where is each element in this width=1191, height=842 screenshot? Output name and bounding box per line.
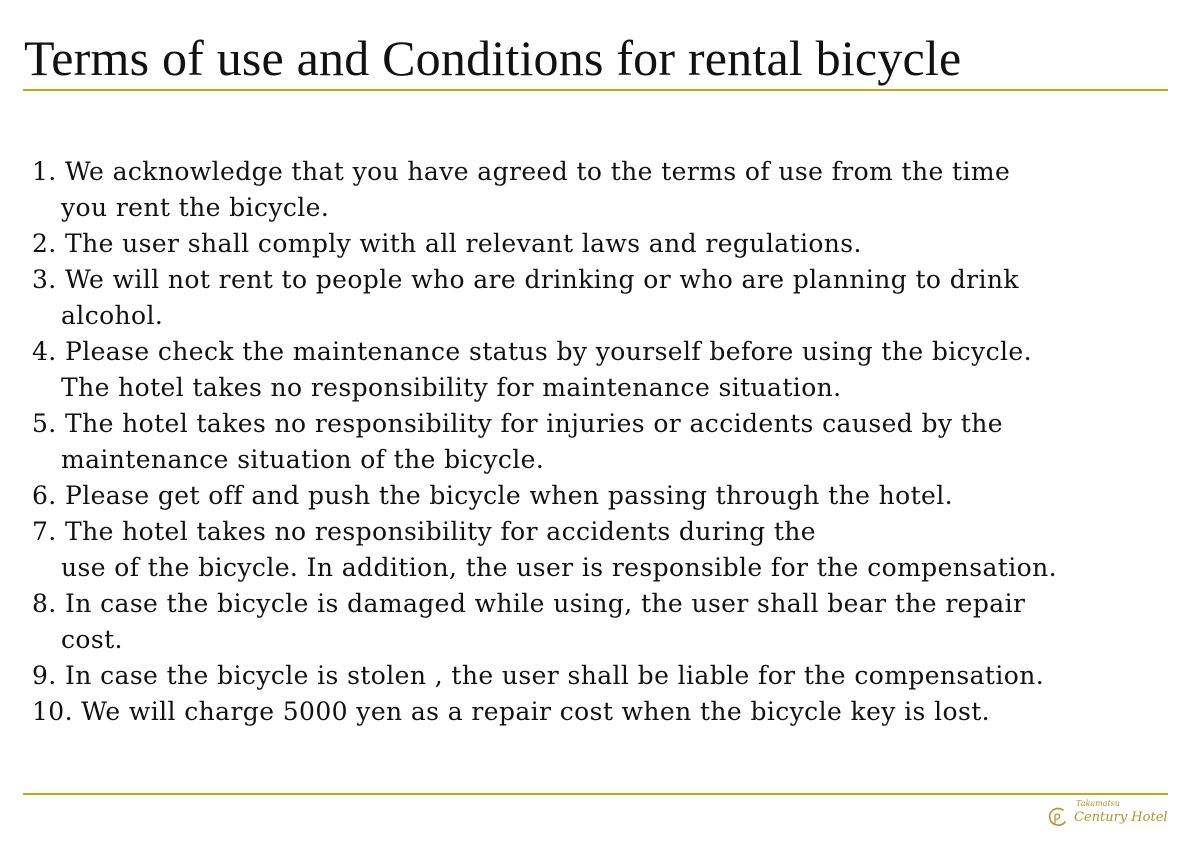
term-line: 5. The hotel takes no responsibility for injuries or accidents caused by the: [32, 409, 1003, 438]
term-item-6: [32, 478, 1172, 514]
term-line: you rent the bicycle.: [61, 193, 330, 222]
term-item-8: [32, 586, 1172, 658]
term-line: 6. Please get off and push the bicycle when passing through the hotel.: [32, 481, 953, 510]
term-line: The hotel takes no responsibility for maintenance situation.: [61, 373, 842, 402]
title-divider: [23, 89, 1168, 91]
logo-hotel-name: Century Hotel: [1074, 810, 1168, 825]
page-title: Terms of use and Conditions for rental bicycle: [24, 30, 962, 86]
term-item-9: [32, 658, 1172, 694]
term-item-7: [32, 514, 1172, 586]
term-line: use of the bicycle. In addition, the user is responsible for the compensation.: [61, 553, 1057, 582]
term-item-10: [32, 694, 1172, 730]
term-line: maintenance situation of the bicycle.: [61, 445, 545, 474]
terms-list: [32, 154, 1172, 730]
term-line: 9. In case the bicycle is stolen , the user shall be liable for the compensation.: [32, 661, 1045, 690]
term-line: cost.: [61, 625, 123, 654]
term-item-4: [32, 334, 1172, 406]
term-item-1: [32, 154, 1172, 226]
term-line: 2. The user shall comply with all relevant laws and regulations.: [32, 229, 862, 258]
logo-city-text: Takamatsu: [1076, 799, 1120, 808]
term-line: 8. In case the bicycle is damaged while using, the user shall bear the repair: [32, 589, 1026, 618]
term-line: 4. Please check the maintenance status by yourself before using the bicycle.: [32, 337, 1032, 366]
term-line: 3. We will not rent to people who are drinking or who are planning to drink: [32, 265, 1019, 294]
term-item-2: [32, 226, 1172, 262]
term-line: 10. We will charge 5000 yen as a repair cost when the bicycle key is lost.: [32, 697, 990, 726]
term-item-3: [32, 262, 1172, 334]
hotel-logo: [1046, 799, 1166, 831]
hotel-logo-icon: [1046, 805, 1070, 829]
term-line: 7. The hotel takes no responsibility for accidents during the: [32, 517, 816, 546]
term-item-5: [32, 406, 1172, 478]
term-line: 1. We acknowledge that you have agreed to the terms of use from the time: [32, 157, 1011, 186]
footer-divider: [23, 793, 1168, 795]
term-line: alcohol.: [61, 301, 164, 330]
